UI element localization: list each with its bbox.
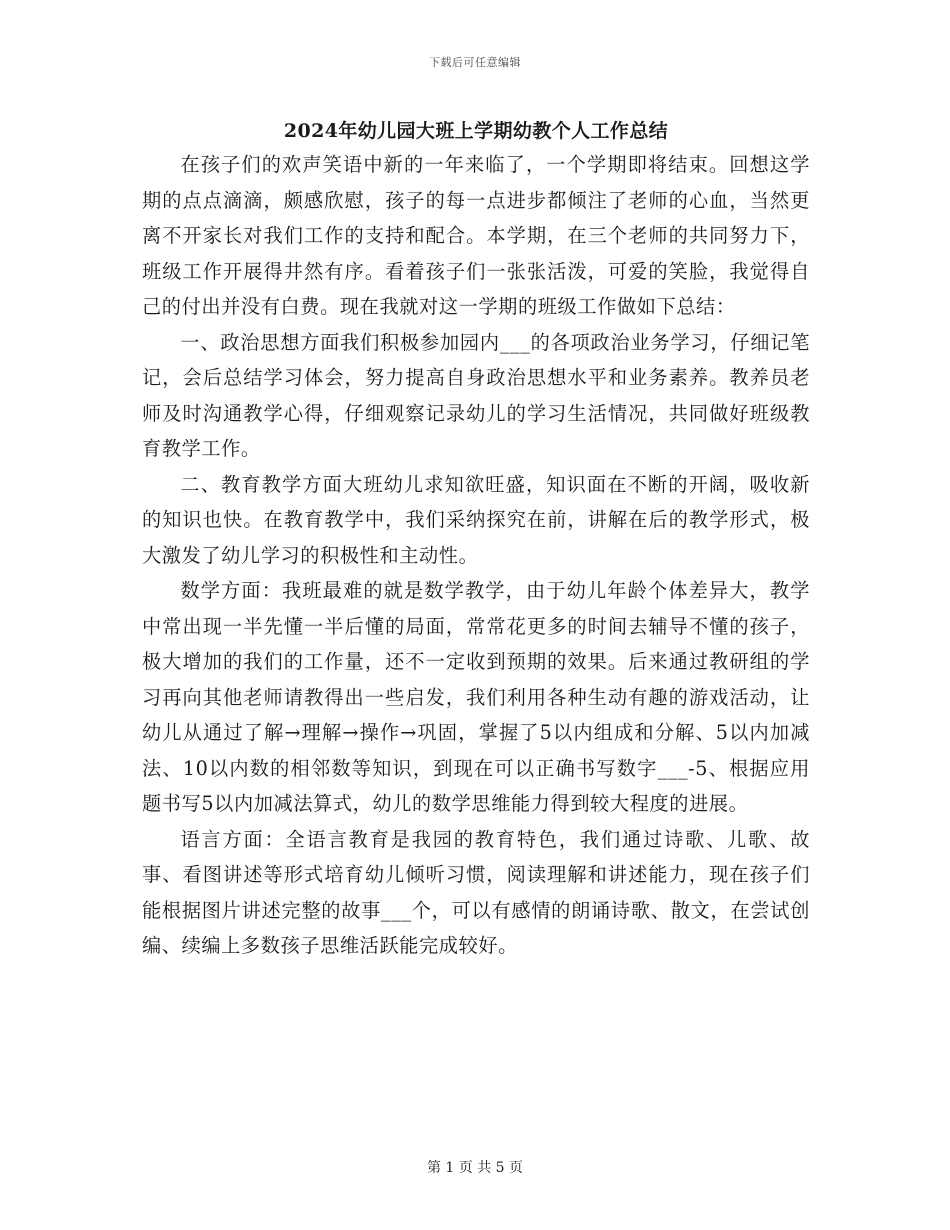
paragraph-math: 数学方面：我班最难的就是数学教学，由于幼儿年龄个体差异大，教学中常出现一半先懂一半后懂的局面，常常花更多的时间去辅导不懂的孩子，极大增加的我们的工作量，还不一定收到预期的效果。后来通过教研组的学习再向其他老师请教得出一些启发，我们利用各种生动有趣的游戏活动，让幼儿从通过了解→理解→操作→巩固，掌握了5以内组成和分解、5以内加减法、10以内数的相邻数等知识，到现在可以正确书写数字___-5、根据应用题书写5以内加减法算式，幼儿的数学思维能力得到较大程度的进展。 [142,579,810,815]
page-number: 第 1 页 共 5 页 [426,1160,524,1176]
paragraph-intro: 在孩子们的欢声笑语中新的一年来临了，一个学期即将结束。回想这学期的点点滴滴，颇感欣慰，孩子的每一点进步都倾注了老师的心血，当然更离不开家长对我们工作的支持和配合。本学期，在三个老师的共同努力下，班级工作开展得井然有序。看着孩子们一张张活泼，可爱的笑脸，我觉得自己的付出并没有白费。现在我就对这一学期的班级工作做如下总结： [142,153,810,318]
paragraph-political: 一、政治思想方面我们积极参加园内___的各项政治业务学习，仔细记笔记，会后总结学习体会，努力提高自身政治思想水平和业务素养。教养员老师及时沟通教学心得，仔细观察记录幼儿的学习生活情况，共同做好班级教育教学工作。 [142,330,810,460]
paragraph-teaching: 二、教育教学方面大班幼儿求知欲旺盛，知识面在不断的开阔，吸收新的知识也快。在教育教学中，我们采纳探究在前，讲解在后的教学形式，极大激发了幼儿学习的积极性和主动性。 [142,472,810,567]
document-body [142,147,810,964]
header-note: 下载后可任意编辑 [429,56,521,69]
document-title: 2024年幼儿园大班上学期幼教个人工作总结 [283,120,669,142]
paragraph-language: 语言方面：全语言教育是我园的教育特色，我们通过诗歌、儿歌、故事、看图讲述等形式培育幼儿倾听习惯，阅读理解和讲述能力，现在孩子们能根据图片讲述完整的故事___个，可以有感情的朗诵诗歌、散文，在尝试创编、续编上多数孩子思维活跃能完成较好。 [142,827,810,957]
